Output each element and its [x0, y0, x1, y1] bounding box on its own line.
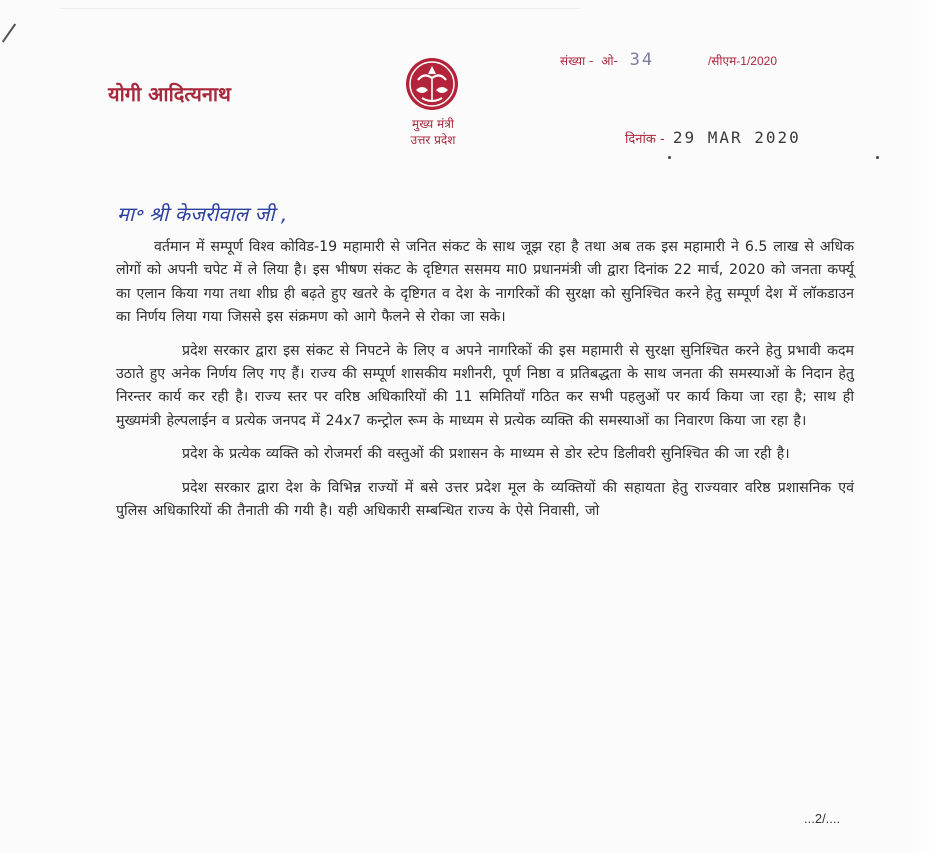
paragraph-4: प्रदेश सरकार द्वारा देश के विभिन्न राज्यों में बसे उत्तर प्रदेश मूल के व्यक्तियों की सहायता हेतु राज्यवार वरिष्ठ प्रशासनिक एवं पुलिस अधिकारियों की तैनाती की गयी है। यही अधिकारी सम्बन्धित राज्य के ऐसे निवासी, जो — [116, 479, 854, 520]
reference-label: संख्या - — [560, 54, 594, 68]
sender-name: योगी आदित्यनाथ — [108, 82, 231, 106]
reference-handwritten-number: 34 — [629, 50, 655, 70]
designation-state: उत्तर प्रदेश — [410, 133, 456, 147]
paragraph-3: प्रदेश के प्रत्येक व्यक्ति को रोजमर्रा की वस्तुओं की प्रशासन के माध्यम से डोर स्टेप डिलीवरी सुनिश्चित की जा रही है। — [182, 446, 790, 463]
letter-date — [625, 128, 801, 147]
page-continuation: ...2/.... — [804, 811, 841, 826]
designation-title: मुख्य मंत्री — [412, 117, 454, 131]
designation-block — [358, 116, 508, 148]
stamp-dot — [668, 156, 671, 159]
pen-mark — [2, 23, 16, 42]
paragraph-2: प्रदेश सरकार द्वारा इस संकट से निपटने के लिए व अपने नागरिकों की इस महामारी से सुरक्षा सुनिश्चित करने हेतु प्रभावी कदम उठाते हुए अनेक निर्णय लिए गए हैं। राज्य की सम्पूर्ण शासकीय मशीनरी, पूर्ण निष्ठा व प्रतिबद्धता के साथ जनता की समस्याओं के निदान हेतु निरन्तर कार्य कर रही है। राज्य स्तर पर वरिष्ठ अधिकारियों की 11 समितियाँ गठित कर सभी पहलुओं पर कार्य किया जा रहा है; साथ ही मुख्यमंत्री हेल्पलाईन व प्रत्येक जनपद में 24x7 कन्ट्रोल रूम के माध्यम से प्रत्येक व्यक्ति की समस्याओं का निवारण किया जा रहा है। — [116, 342, 854, 429]
reference-prefix: ओ- — [601, 54, 618, 68]
reference-suffix: /सीएम-1/2020 — [707, 54, 778, 68]
paragraph-1: वर्तमान में सम्पूर्ण विश्व कोविड-19 महामारी से जनित संकट के साथ जूझ रहा है तथा अब तक इस महामारी ने 6.5 लाख से अधिक लोगों को अपनी चपेट में ले लिया है। इस भीषण संकट के दृष्टिगत ससमय मा0 प्रधानमंत्री जी द्वारा दिनांक 22 मार्च, 2020 को जनता कर्फ्यू का एलान किया गया तथा शीघ्र ही बढ़ते हुए खतरे के दृष्टिगत व देश के नागरिकों की सुरक्षा को सुनिश्चित करने हेतु सम्पूर्ण देश में लॉकडाउन का निर्णय लिया गया जिससे इस संक्रमण को आगे फैलने से रोका जा सके। — [116, 239, 854, 326]
reference-number — [560, 50, 777, 70]
salutation: मा॰ श्री केजरीवाल जी , — [117, 202, 288, 226]
scan-edge-shadow — [909, 0, 939, 853]
up-government-emblem-icon — [378, 56, 486, 112]
date-stamp: 29 MAR 2020 — [672, 128, 801, 147]
stamp-dot — [876, 156, 879, 159]
scan-edge-line — [60, 8, 580, 9]
letter-body — [116, 236, 854, 533]
date-label: दिनांक - — [625, 132, 665, 147]
